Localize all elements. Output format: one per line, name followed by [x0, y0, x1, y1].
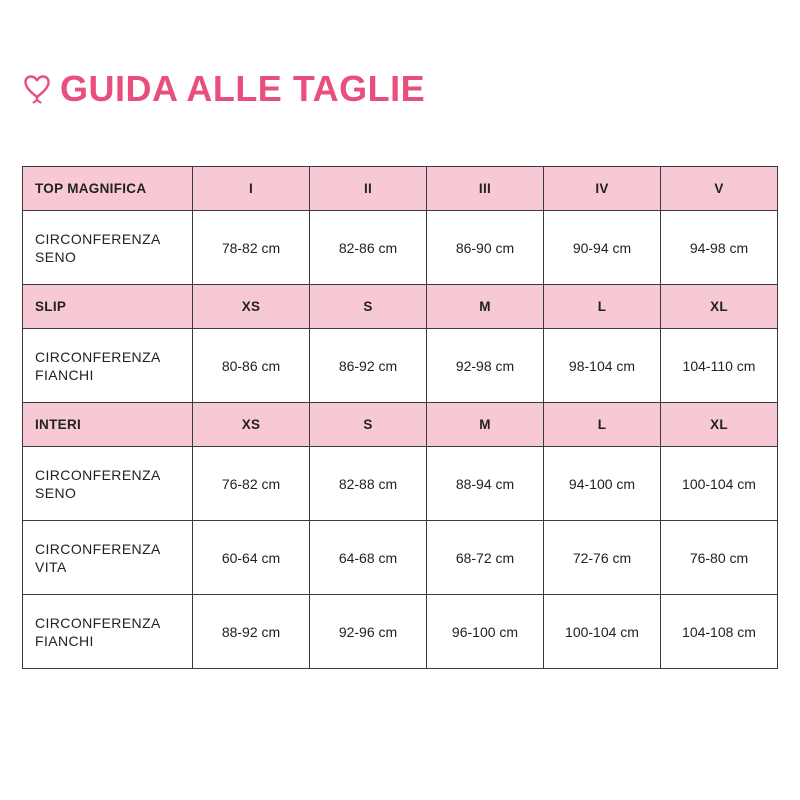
measurement-label-line2: FIANCHI	[35, 366, 94, 383]
measurement-row	[23, 329, 778, 403]
size-header-cell: V	[661, 167, 778, 211]
measurement-value-cell: 86-90 cm	[427, 211, 544, 285]
section-name: TOP MAGNIFICA	[23, 167, 193, 211]
size-header-cell: S	[310, 285, 427, 329]
measurement-value-cell: 90-94 cm	[544, 211, 661, 285]
measurement-label-line1: CIRCONFERENZA	[35, 348, 161, 365]
measurement-value-cell: 60-64 cm	[193, 521, 310, 595]
measurement-value-cell: 72-76 cm	[544, 521, 661, 595]
size-header-cell: L	[544, 285, 661, 329]
page-header	[24, 66, 425, 112]
section-header-row	[23, 167, 778, 211]
size-header-cell: M	[427, 285, 544, 329]
size-header-cell: I	[193, 167, 310, 211]
measurement-row	[23, 447, 778, 521]
measurement-value-cell: 100-104 cm	[661, 447, 778, 521]
size-header-cell: III	[427, 167, 544, 211]
size-header-cell: XS	[193, 403, 310, 447]
measurement-label-line1: CIRCONFERENZA	[35, 614, 161, 631]
measurement-label	[23, 447, 193, 521]
size-header-cell: II	[310, 167, 427, 211]
measurement-value-cell: 104-110 cm	[661, 329, 778, 403]
measurement-value-cell: 94-100 cm	[544, 447, 661, 521]
measurement-value-cell: 100-104 cm	[544, 595, 661, 669]
size-header-cell: S	[310, 403, 427, 447]
section-header-row	[23, 285, 778, 329]
size-header-cell: XL	[661, 285, 778, 329]
measurement-label	[23, 329, 193, 403]
size-header-cell: L	[544, 403, 661, 447]
section-header-row	[23, 403, 778, 447]
measurement-value-cell: 64-68 cm	[310, 521, 427, 595]
measurement-value-cell: 88-94 cm	[427, 447, 544, 521]
measurement-label-line2: VITA	[35, 558, 67, 575]
measurement-value-cell: 82-86 cm	[310, 211, 427, 285]
measurement-label-line1: CIRCONFERENZA	[35, 230, 161, 247]
measurement-label-line1: CIRCONFERENZA	[35, 466, 161, 483]
heart-hanger-icon	[24, 74, 50, 104]
measurement-value-cell: 92-98 cm	[427, 329, 544, 403]
measurement-label-line2: SENO	[35, 248, 77, 265]
size-guide-table	[22, 166, 778, 669]
measurement-value-cell: 104-108 cm	[661, 595, 778, 669]
measurement-label	[23, 521, 193, 595]
measurement-label	[23, 595, 193, 669]
measurement-value-cell: 76-82 cm	[193, 447, 310, 521]
measurement-value-cell: 68-72 cm	[427, 521, 544, 595]
measurement-label-line2: SENO	[35, 484, 77, 501]
measurement-label	[23, 211, 193, 285]
measurement-label-line2: FIANCHI	[35, 632, 94, 649]
measurement-value-cell: 86-92 cm	[310, 329, 427, 403]
measurement-value-cell: 76-80 cm	[661, 521, 778, 595]
measurement-value-cell: 88-92 cm	[193, 595, 310, 669]
size-header-cell: XS	[193, 285, 310, 329]
measurement-row	[23, 595, 778, 669]
section-name: SLIP	[23, 285, 193, 329]
measurement-value-cell: 78-82 cm	[193, 211, 310, 285]
measurement-value-cell: 92-96 cm	[310, 595, 427, 669]
measurement-value-cell: 98-104 cm	[544, 329, 661, 403]
measurement-value-cell: 94-98 cm	[661, 211, 778, 285]
page-title: GUIDA ALLE TAGLIE	[60, 68, 426, 109]
measurement-value-cell: 80-86 cm	[193, 329, 310, 403]
size-header-cell: XL	[661, 403, 778, 447]
size-header-cell: M	[427, 403, 544, 447]
measurement-value-cell: 96-100 cm	[427, 595, 544, 669]
measurement-row	[23, 211, 778, 285]
size-header-cell: IV	[544, 167, 661, 211]
measurement-row	[23, 521, 778, 595]
measurement-value-cell: 82-88 cm	[310, 447, 427, 521]
measurement-label-line1: CIRCONFERENZA	[35, 540, 161, 557]
section-name: INTERI	[23, 403, 193, 447]
